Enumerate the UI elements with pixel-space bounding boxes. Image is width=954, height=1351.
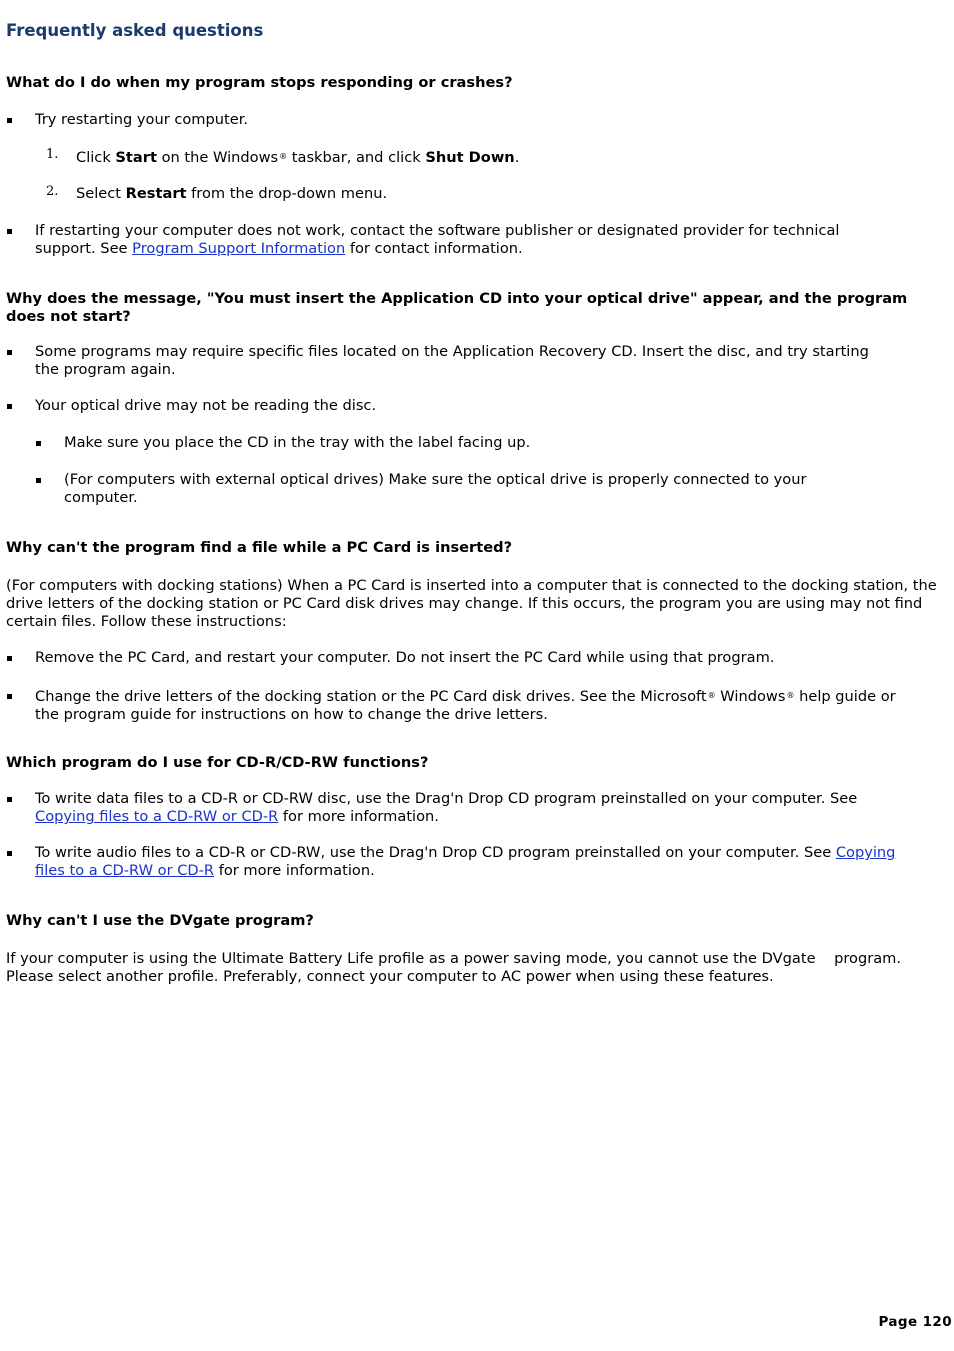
list-item	[6, 343, 896, 379]
step-number: 1.	[46, 147, 59, 162]
list-item-text: Your optical drive may not be reading the disc.	[35, 397, 377, 414]
list-item-text: To write audio files to a CD-R or CD-RW, use the Drag'n Drop CD program preinstalled on your computer. See Copying files to a CD-RW or CD-R for more information.	[35, 844, 896, 879]
list-item	[6, 649, 896, 667]
step-number: 2.	[46, 184, 59, 199]
list-item-text: To write data files to a CD-R or CD-RW disc, use the Drag'n Drop CD program preinstalled on your computer. See Copying files to a CD-RW or CD-R for more information.	[35, 790, 858, 825]
bullet-icon	[36, 478, 41, 483]
list-item-text: Make sure you place the CD in the tray with the label facing up.	[64, 434, 531, 451]
bullet-icon	[7, 229, 12, 234]
list-item-text: Try restarting your computer.	[35, 111, 249, 128]
numbered-step	[46, 148, 846, 167]
question-heading: Why can't the program find a file while a PC Card is inserted?	[6, 539, 513, 556]
step-text: Select Restart from the drop-down menu.	[76, 185, 388, 202]
list-item	[6, 790, 896, 826]
numbered-step	[46, 185, 846, 203]
question-heading: Why does the message, "You must insert the Application CD into your optical drive" appear, and the program does not start?	[6, 290, 908, 325]
bullet-icon	[7, 656, 12, 661]
bullet-icon	[7, 350, 12, 355]
sub-list-item	[35, 471, 875, 507]
page-number: Page 120	[878, 1314, 952, 1330]
step-text: Click Start on the Windows® taskbar, and click Shut Down.	[76, 149, 520, 166]
list-item	[6, 111, 896, 129]
bullet-icon	[7, 694, 12, 699]
paragraph: (For computers with docking stations) When a PC Card is inserted into a computer that is connected to the docking station, the drive letters of the docking station or PC Card disk drives may change. If this occurs, the program you are using may not find certain files. Follow these instructions:	[6, 577, 937, 630]
question-heading: What do I do when my program stops responding or crashes?	[6, 74, 513, 91]
paragraph: If your computer is using the Ultimate Battery Life profile as a power saving mode, you cannot use the DVgate program. Please select another profile. Preferably, connect your computer to AC power when using these features.	[6, 950, 906, 985]
list-item	[6, 687, 896, 724]
copying-files-link[interactable]: Copying files to a CD-RW or CD-R	[35, 844, 896, 879]
bullet-icon	[36, 441, 41, 446]
list-item	[6, 397, 896, 415]
list-item-text: If restarting your computer does not work, contact the software publisher or designated provider for technical support. See Program Support Information for contact information.	[35, 222, 840, 257]
bullet-icon	[7, 797, 12, 802]
question-heading: Why can't I use the DVgate program?	[6, 912, 314, 929]
list-item	[6, 222, 896, 258]
sub-list-item	[35, 434, 875, 452]
list-item-text: Some programs may require specific files located on the Application Recovery CD. Insert the disc, and try starting the program again.	[35, 343, 869, 378]
question-heading: Which program do I use for CD-R/CD-RW functions?	[6, 754, 429, 771]
list-item	[6, 844, 896, 880]
page-title: Frequently asked questions	[6, 21, 264, 40]
bullet-icon	[7, 118, 12, 123]
list-item-text: Remove the PC Card, and restart your computer. Do not insert the PC Card while using that program.	[35, 649, 775, 666]
bullet-icon	[7, 404, 12, 409]
list-item-text: Change the drive letters of the docking station or the PC Card disk drives. See the Microsoft® Windows® help guide or the program guide for instructions on how to change the drive letters.	[35, 688, 896, 723]
bullet-icon	[7, 851, 12, 856]
copying-files-link[interactable]: Copying files to a CD-RW or CD-R	[35, 808, 279, 825]
program-support-link[interactable]: Program Support Information	[132, 240, 346, 257]
list-item-text: (For computers with external optical drives) Make sure the optical drive is properly connected to your computer.	[64, 471, 807, 506]
